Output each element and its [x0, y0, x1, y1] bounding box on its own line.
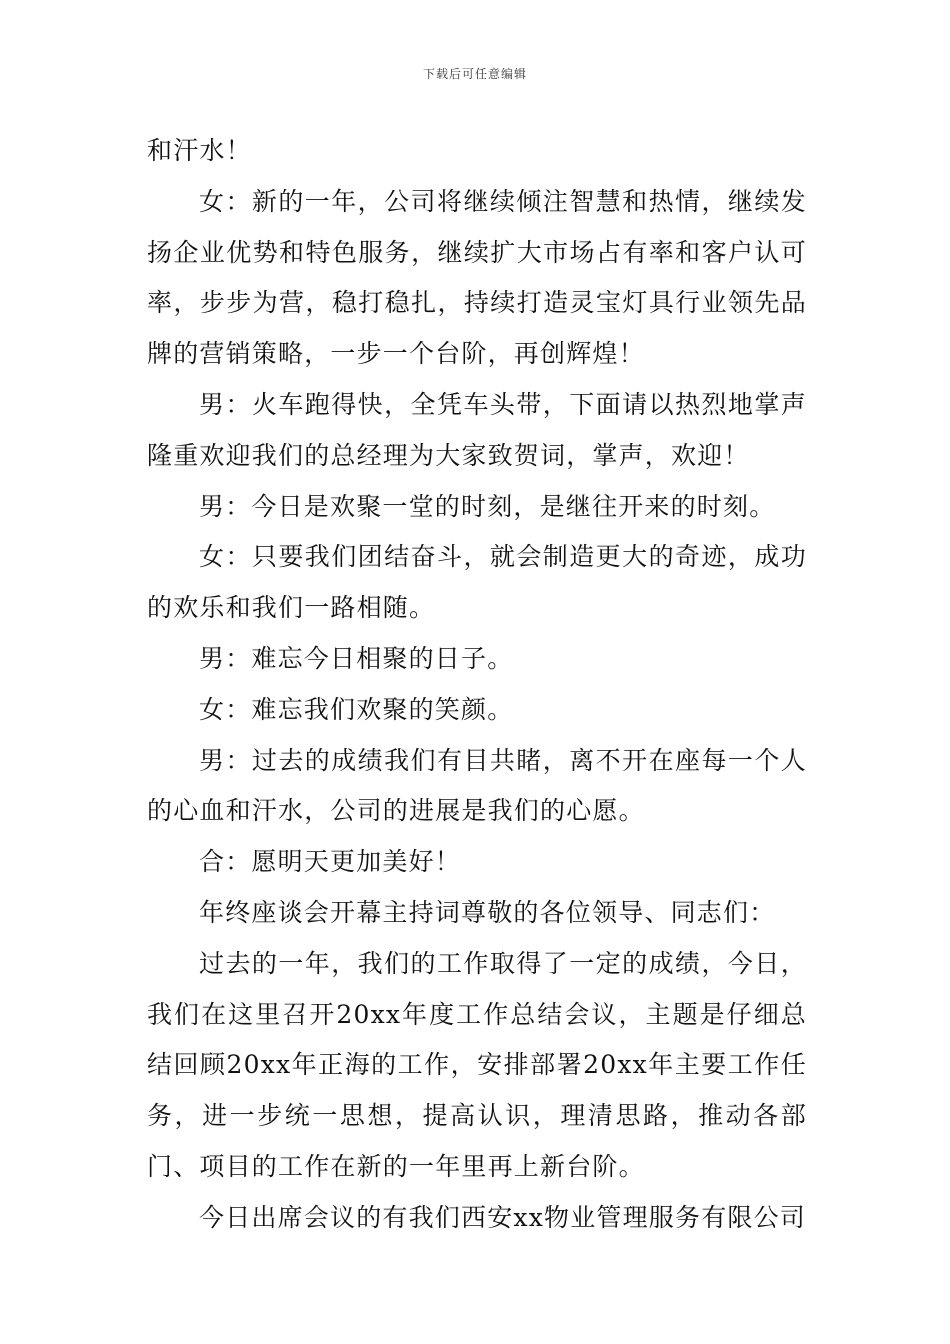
document-body: [147, 126, 807, 1244]
paragraph: 男：过去的成绩我们有目共睹，离不开在座每一个人的心血和汗水，公司的进展是我们的心愿。: [147, 745, 807, 826]
paragraph: 合：愿明天更加美好！: [199, 847, 462, 877]
paragraph: 过去的一年，我们的工作取得了一定的成绩，今日，我们在这里召开20xx年度工作总结会议，主题是仔细总结回顾20xx年正海的工作，安排部署20xx年主要工作任务，进一步统一思想，提高认识，理清思路，推动各部门、项目的工作在新的一年里再上新台阶。: [147, 948, 807, 1181]
paragraph: 男：难忘今日相聚的日子。: [199, 643, 514, 673]
paragraph: 今日出席会议的有我们西安xx物业管理服务有限公司: [199, 1202, 807, 1232]
paragraph: 男：今日是欢聚一堂的时刻，是继往开来的时刻。: [199, 491, 776, 521]
paragraph: 男：火车跑得快，全凭车头带，下面请以热烈地掌声隆重欢迎我们的总经理为大家致贺词，掌声，欢迎！: [147, 389, 807, 470]
paragraph: 女：只要我们团结奋斗，就会制造更大的奇迹，成功的欢乐和我们一路相随。: [147, 542, 807, 623]
paragraph: 年终座谈会开幕主持词尊敬的各位领导、同志们：: [199, 897, 776, 927]
paragraph: 女：难忘我们欢聚的笑颜。: [199, 694, 514, 724]
paragraph: 和汗水！: [147, 136, 252, 165]
page-header: 下载后可任意编辑: [422, 67, 527, 81]
paragraph: 女：新的一年，公司将继续倾注智慧和热情，继续发扬企业优势和特色服务，继续扩大市场占有率和客户认可率，步步为营，稳打稳扎，持续打造灵宝灯具行业领先品牌的营销策略，一步一个台阶，再创辉煌！: [147, 186, 807, 369]
